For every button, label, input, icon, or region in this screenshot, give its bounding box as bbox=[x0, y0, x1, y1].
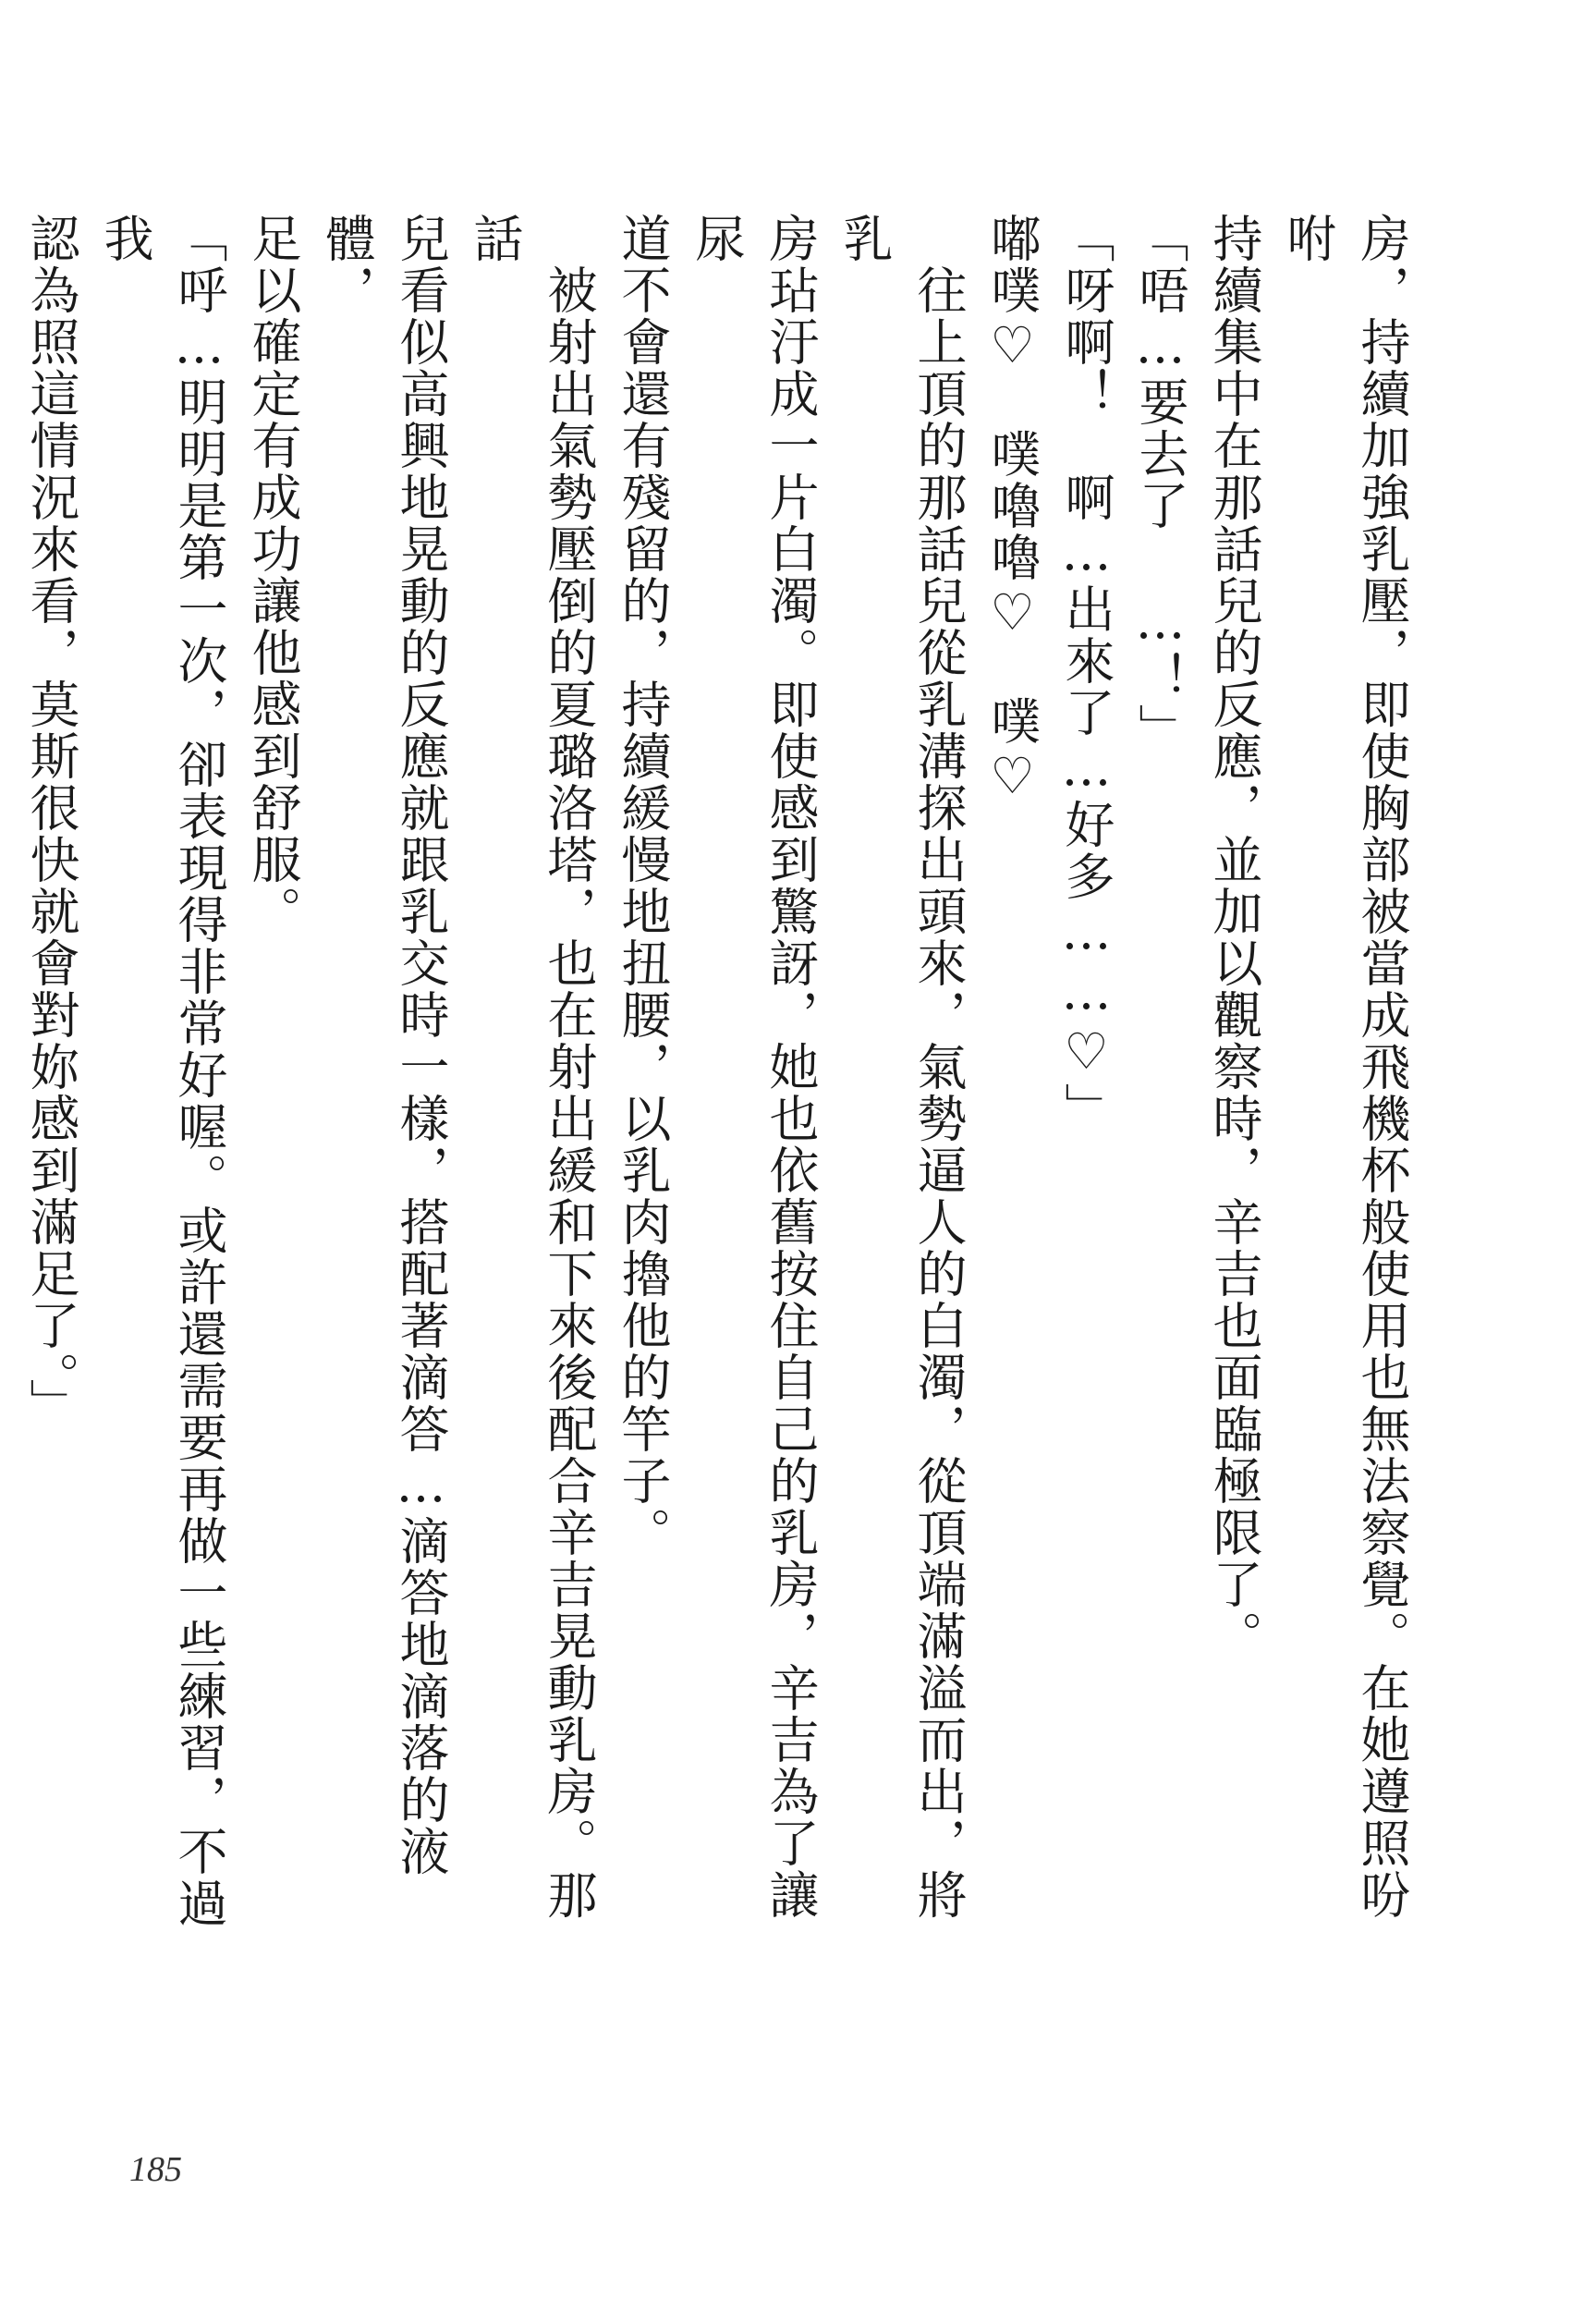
text-line-13: 認為照這情況來看，莫斯很快就會對妳感到滿足了。」 bbox=[22, 213, 80, 1430]
text-line-3: 「唔…要去了 …！」 bbox=[1131, 213, 1189, 755]
text-line-12: 「呼…明明是第一次，卻表現得非常好喔。或許還需要再做一些練習，不過我 bbox=[96, 213, 228, 1929]
text-line-1: 房，持續加強乳壓，即使胸部被當成飛機杯般使用也無法察覺。在她遵照吩咐 bbox=[1279, 213, 1411, 1921]
text-line-5: 嘟噗♡ 噗嚕嚕♡ 噗♡ bbox=[983, 213, 1042, 807]
text-line-11: 足以確定有成功讓他感到舒服。 bbox=[244, 213, 302, 937]
text-line-7: 房玷汙成一片白濁。即使感到驚訝，她也依舊按住自己的乳房，辛吉為了讓尿 bbox=[688, 213, 820, 1921]
text-line-4: 「呀啊！ 啊…出來了…好多……♡」 bbox=[1057, 213, 1115, 1134]
text-line-2: 持續集中在那話兒的反應，並加以觀察時，辛吉也面臨極限了。 bbox=[1205, 213, 1263, 1662]
text-line-8: 道不會還有殘留的，持續緩慢地扭腰，以乳肉擼他的竿子。 bbox=[614, 213, 672, 1559]
page-number: 185 bbox=[129, 2150, 182, 2189]
text-line-9: 被射出氣勢壓倒的夏璐洛塔，也在射出緩和下來後配合辛吉晃動乳房。那話 bbox=[466, 213, 598, 1921]
vertical-body-text bbox=[22, 213, 1419, 1960]
text-line-6: 往上頂的那話兒從乳溝探出頭來，氣勢逼人的白濁，從頂端滿溢而出，將乳 bbox=[835, 213, 968, 1921]
text-line-10: 兒看似高興地晃動的反應就跟乳交時一樣，搭配著滴答…滴答地滴落的液體， bbox=[318, 213, 450, 1877]
